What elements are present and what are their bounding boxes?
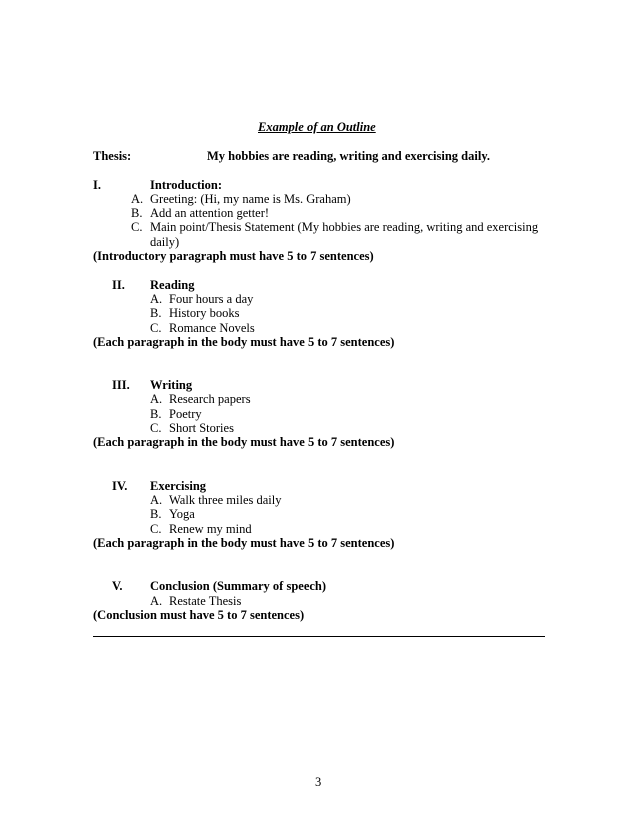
item-letter: C. (131, 220, 143, 234)
page-number: 3 (315, 775, 322, 789)
section-numeral: V. (112, 579, 123, 593)
item-letter: C. (150, 522, 162, 536)
section-note: (Each paragraph in the body must have 5 to 7 sentences) (93, 335, 395, 349)
outline-item: History books (169, 306, 240, 320)
outline-item: Restate Thesis (169, 594, 242, 608)
outline-item: Research papers (169, 392, 251, 406)
section-heading: Conclusion (Summary of speech) (150, 579, 327, 593)
outline-item: Renew my mind (169, 522, 252, 536)
section-numeral: II. (112, 278, 125, 292)
item-letter: A. (150, 594, 163, 608)
section-heading: Exercising (150, 479, 207, 493)
section-note: (Introductory paragraph must have 5 to 7 sentences) (93, 249, 374, 263)
outline-item: Yoga (169, 507, 195, 521)
section-numeral: III. (112, 378, 130, 392)
item-letter: B. (150, 407, 162, 421)
outline-item: Four hours a day (169, 292, 254, 306)
section-numeral: I. (93, 178, 101, 192)
thesis-label: Thesis: (93, 149, 132, 163)
item-letter: C. (150, 321, 162, 335)
section-note: (Each paragraph in the body must have 5 to 7 sentences) (93, 536, 395, 550)
item-letter: A. (131, 192, 144, 206)
section-numeral: IV. (112, 479, 128, 493)
item-letter: B. (131, 206, 143, 220)
outline-item: Add an attention getter! (150, 206, 270, 220)
outline-item: Romance Novels (169, 321, 255, 335)
outline-item: Short Stories (169, 421, 234, 435)
horizontal-rule (93, 636, 545, 637)
item-letter: B. (150, 306, 162, 320)
outline-item: Poetry (169, 407, 202, 421)
outline-item: Main point/Thesis Statement (My hobbies are reading, writing and exercising (150, 220, 539, 234)
item-letter: A. (150, 493, 163, 507)
section-heading: Reading (150, 278, 195, 292)
section-note: (Each paragraph in the body must have 5 to 7 sentences) (93, 435, 395, 449)
section-heading: Writing (150, 378, 193, 392)
outline-item: Greeting: (Hi, my name is Ms. Graham) (150, 192, 351, 206)
item-letter: A. (150, 392, 163, 406)
section-note: (Conclusion must have 5 to 7 sentences) (93, 608, 305, 622)
outline-item-continuation: daily) (150, 235, 180, 249)
page-title: Example of an Outline (258, 120, 376, 134)
item-letter: B. (150, 507, 162, 521)
item-letter: C. (150, 421, 162, 435)
thesis-text: My hobbies are reading, writing and exercising daily. (207, 149, 491, 163)
section-heading: Introduction: (150, 178, 223, 192)
outline-item: Walk three miles daily (169, 493, 282, 507)
item-letter: A. (150, 292, 163, 306)
